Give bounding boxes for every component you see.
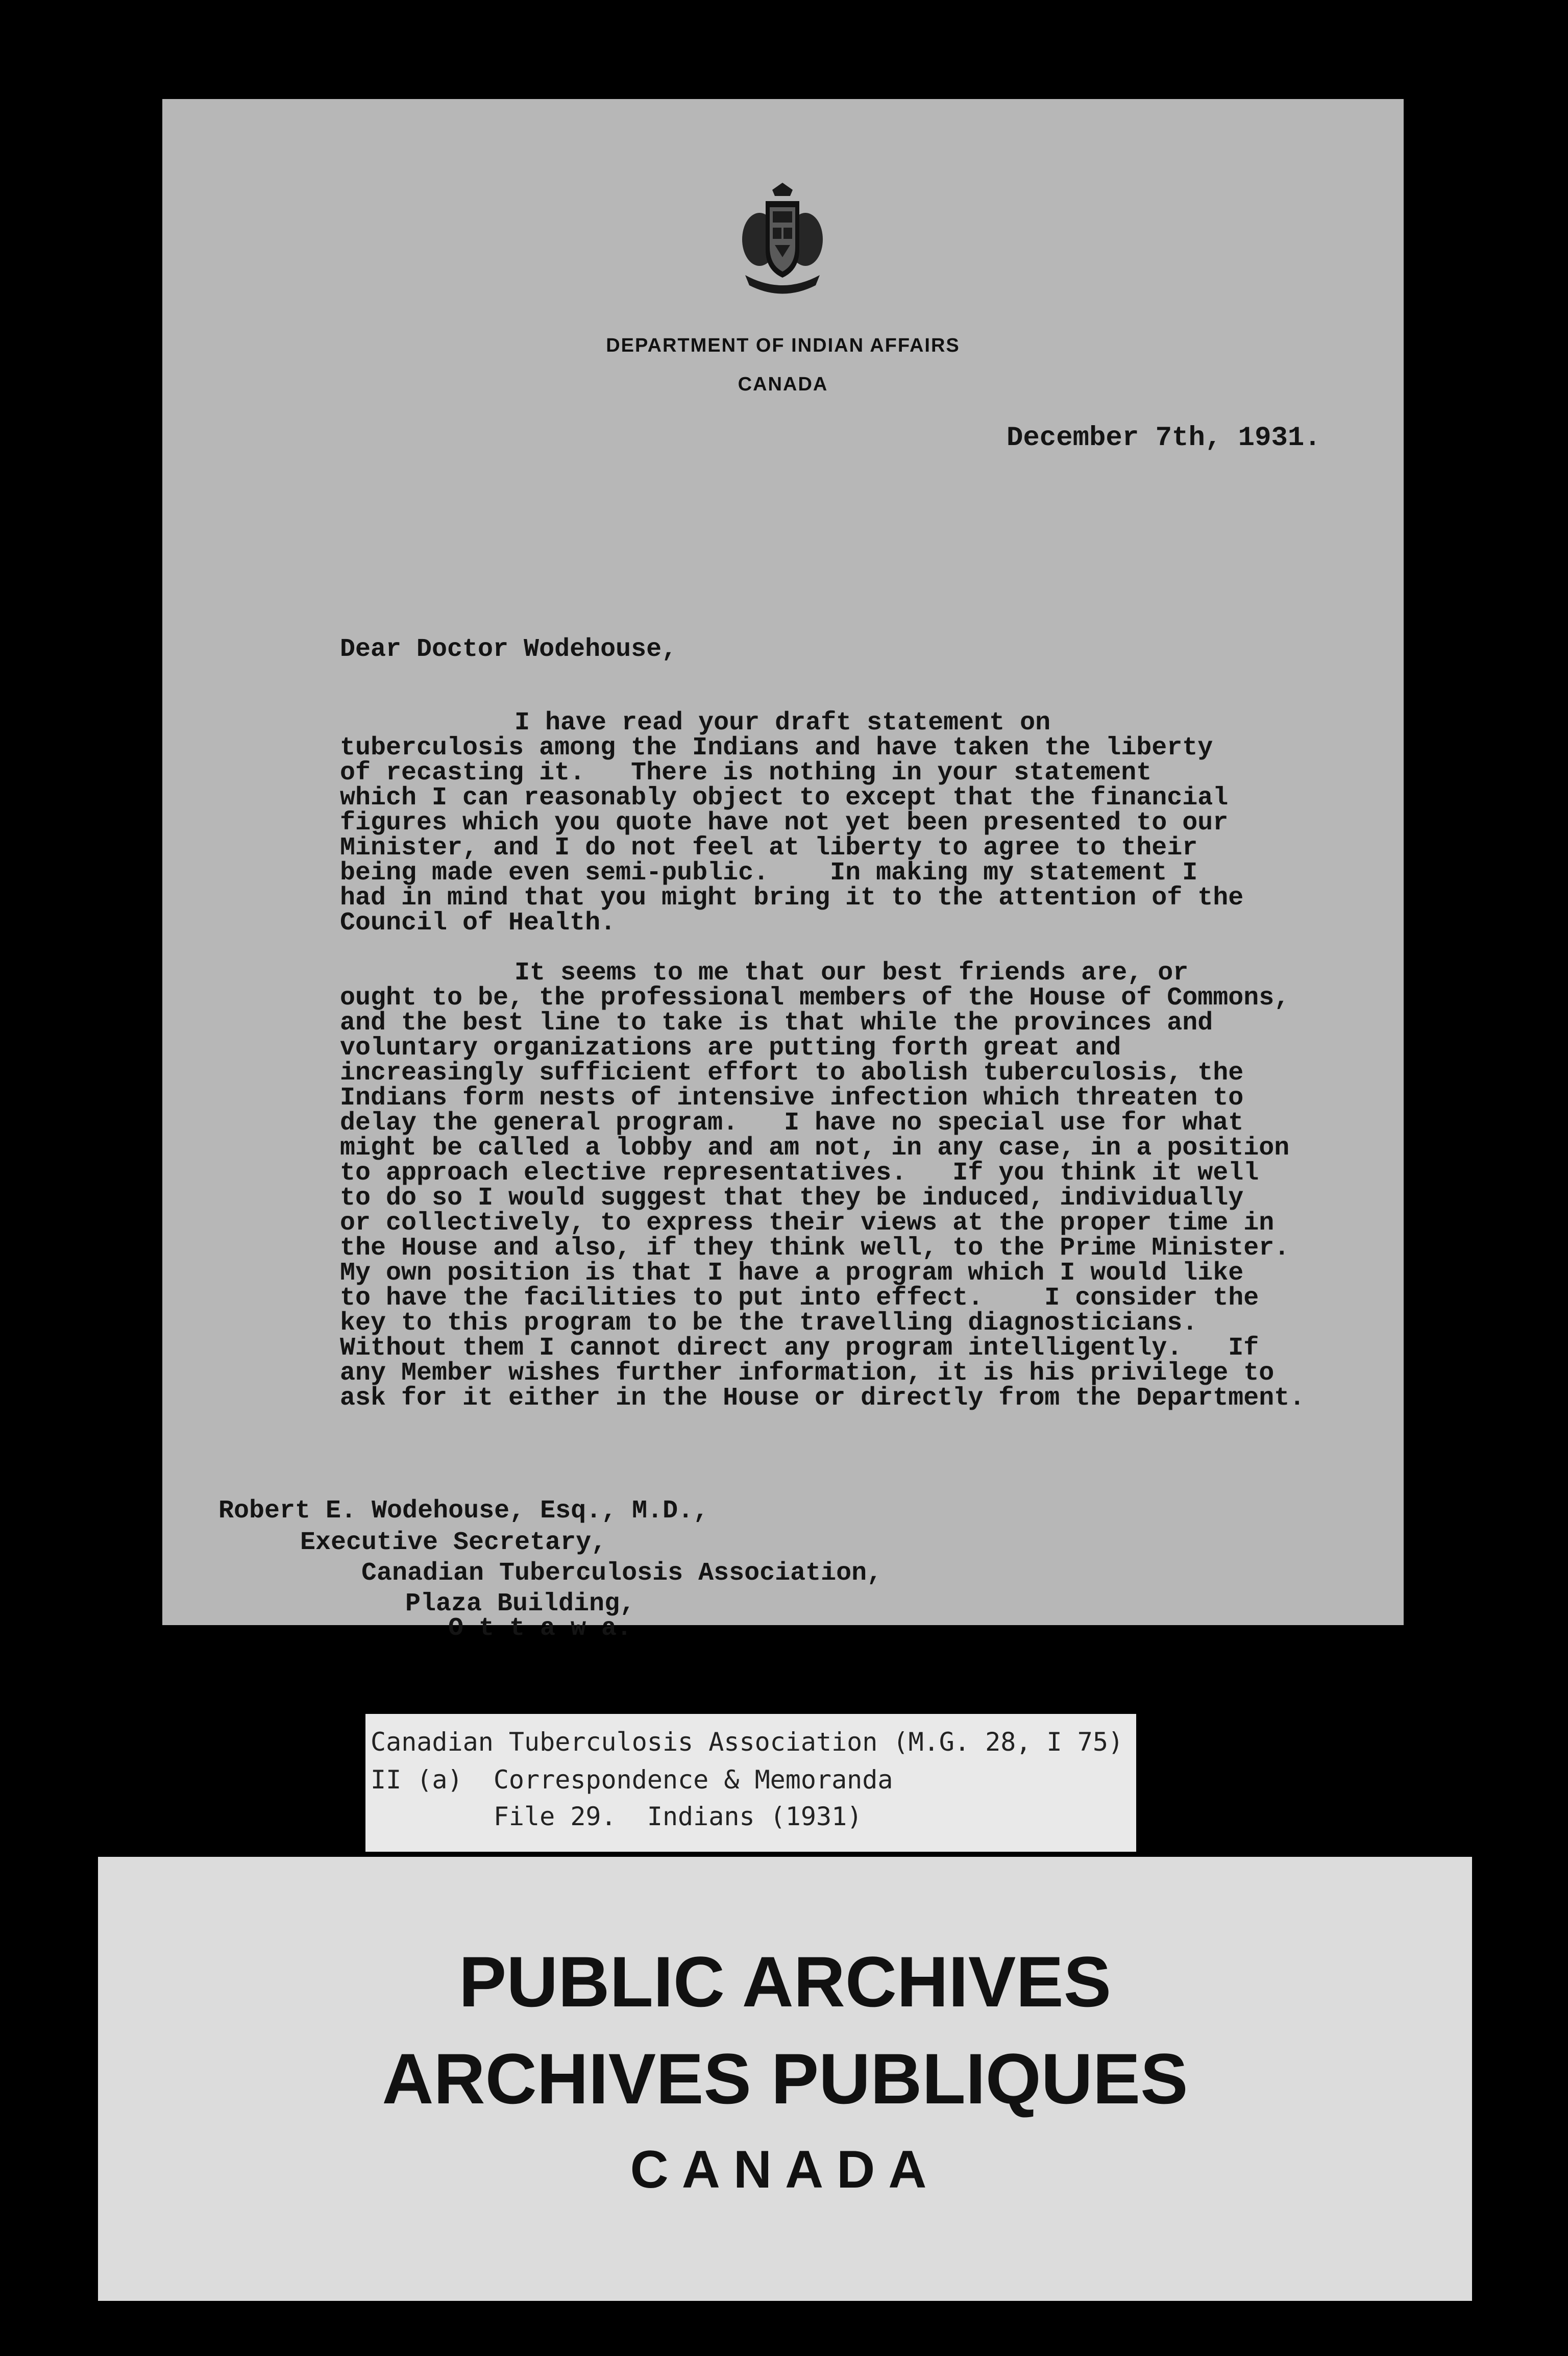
paragraph1-line: Minister, and I do not feel at liberty to agree to their [340,833,1198,863]
address-line: Plaza Building, [405,1589,635,1618]
salutation: Dear Doctor Wodehouse, [340,635,677,664]
paragraph1-line: being made even semi-public. In making my statement I [340,858,1198,888]
letter-page [162,99,1404,1643]
paragraph1-line: tuberculosis among the Indians and have taken the liberty [340,733,1213,763]
paragraph1-line: which I can reasonably object to except that the financial [340,783,1229,813]
coat-of-arms-icon [734,181,831,303]
paragraph2-line: key to this program to be the travelling diagnosticians. [340,1309,1198,1338]
paragraph2-line: Indians form nests of intensive infection which threaten to [340,1084,1244,1113]
paragraph1-line: figures which you quote have not yet been presented to our [340,808,1229,838]
stamp-country: CANADA [630,2140,940,2199]
paragraph2-line: any Member wishes further information, it is his privilege to [340,1359,1275,1388]
paragraph2-line: to approach elective representatives. If you think it well [340,1159,1259,1188]
paragraph1-line: Council of Health. [340,909,616,938]
paragraph2-line: ought to be, the professional members of the House of Commons, [340,984,1290,1013]
index-card-line: Canadian Tuberculosis Association (M.G. 28, I 75) [371,1727,1124,1757]
archive-index-card [365,1714,1136,1852]
address-line: O t t a w a. [448,1614,632,1643]
paragraph2-line: might be called a lobby and am not, in any case, in a position [340,1134,1290,1163]
address-line: Executive Secretary, [300,1528,607,1557]
paragraph1-line: of recasting it. There is nothing in your statement [340,758,1152,788]
paragraph1-line: had in mind that you might bring it to the attention of the [340,884,1244,913]
paragraph2-line: to do so I would suggest that they be induced, individually [340,1184,1244,1213]
paragraph2-line: voluntary organizations are putting forth great and [340,1034,1121,1063]
paragraph2-line: It seems to me that our best friends are, or [514,959,1189,988]
address-line: Robert E. Wodehouse, Esq., M.D., [218,1496,709,1526]
paragraph2-line: or collectively, to express their views at the proper time in [340,1209,1275,1238]
address-line: Canadian Tuberculosis Association, [361,1559,883,1588]
index-card-line: File 29. Indians (1931) [371,1802,863,1831]
paragraph2-line: the House and also, if they think well, to the Prime Minister. [340,1234,1290,1263]
paragraph1-line: I have read your draft statement on [514,708,1051,738]
letter-date: December 7th, 1931. [1007,423,1321,454]
department-country: CANADA [738,374,828,395]
department-name: DEPARTMENT OF INDIAN AFFAIRS [606,335,960,356]
paragraph2-line: and the best line to take is that while the provinces and [340,1009,1213,1038]
paragraph2-line: ask for it either in the House or directly from the Department. [340,1384,1305,1413]
paragraph2-line: My own position is that I have a program which I would like [340,1259,1244,1288]
paragraph2-line: delay the general program. I have no special use for what [340,1109,1244,1138]
paragraph2-line: Without them I cannot direct any program intelligently. If [340,1334,1259,1363]
stamp-title-fr: ARCHIVES PUBLIQUES [382,2039,1188,2119]
paragraph2-line: to have the facilities to put into effect. I consider the [340,1284,1259,1313]
archives-stamp [98,1857,1472,2301]
index-card-line: II (a) Correspondence & Memoranda [371,1765,893,1795]
stamp-title-en: PUBLIC ARCHIVES [458,1942,1112,2022]
paragraph2-line: increasingly sufficient effort to abolish tuberculosis, the [340,1059,1244,1088]
